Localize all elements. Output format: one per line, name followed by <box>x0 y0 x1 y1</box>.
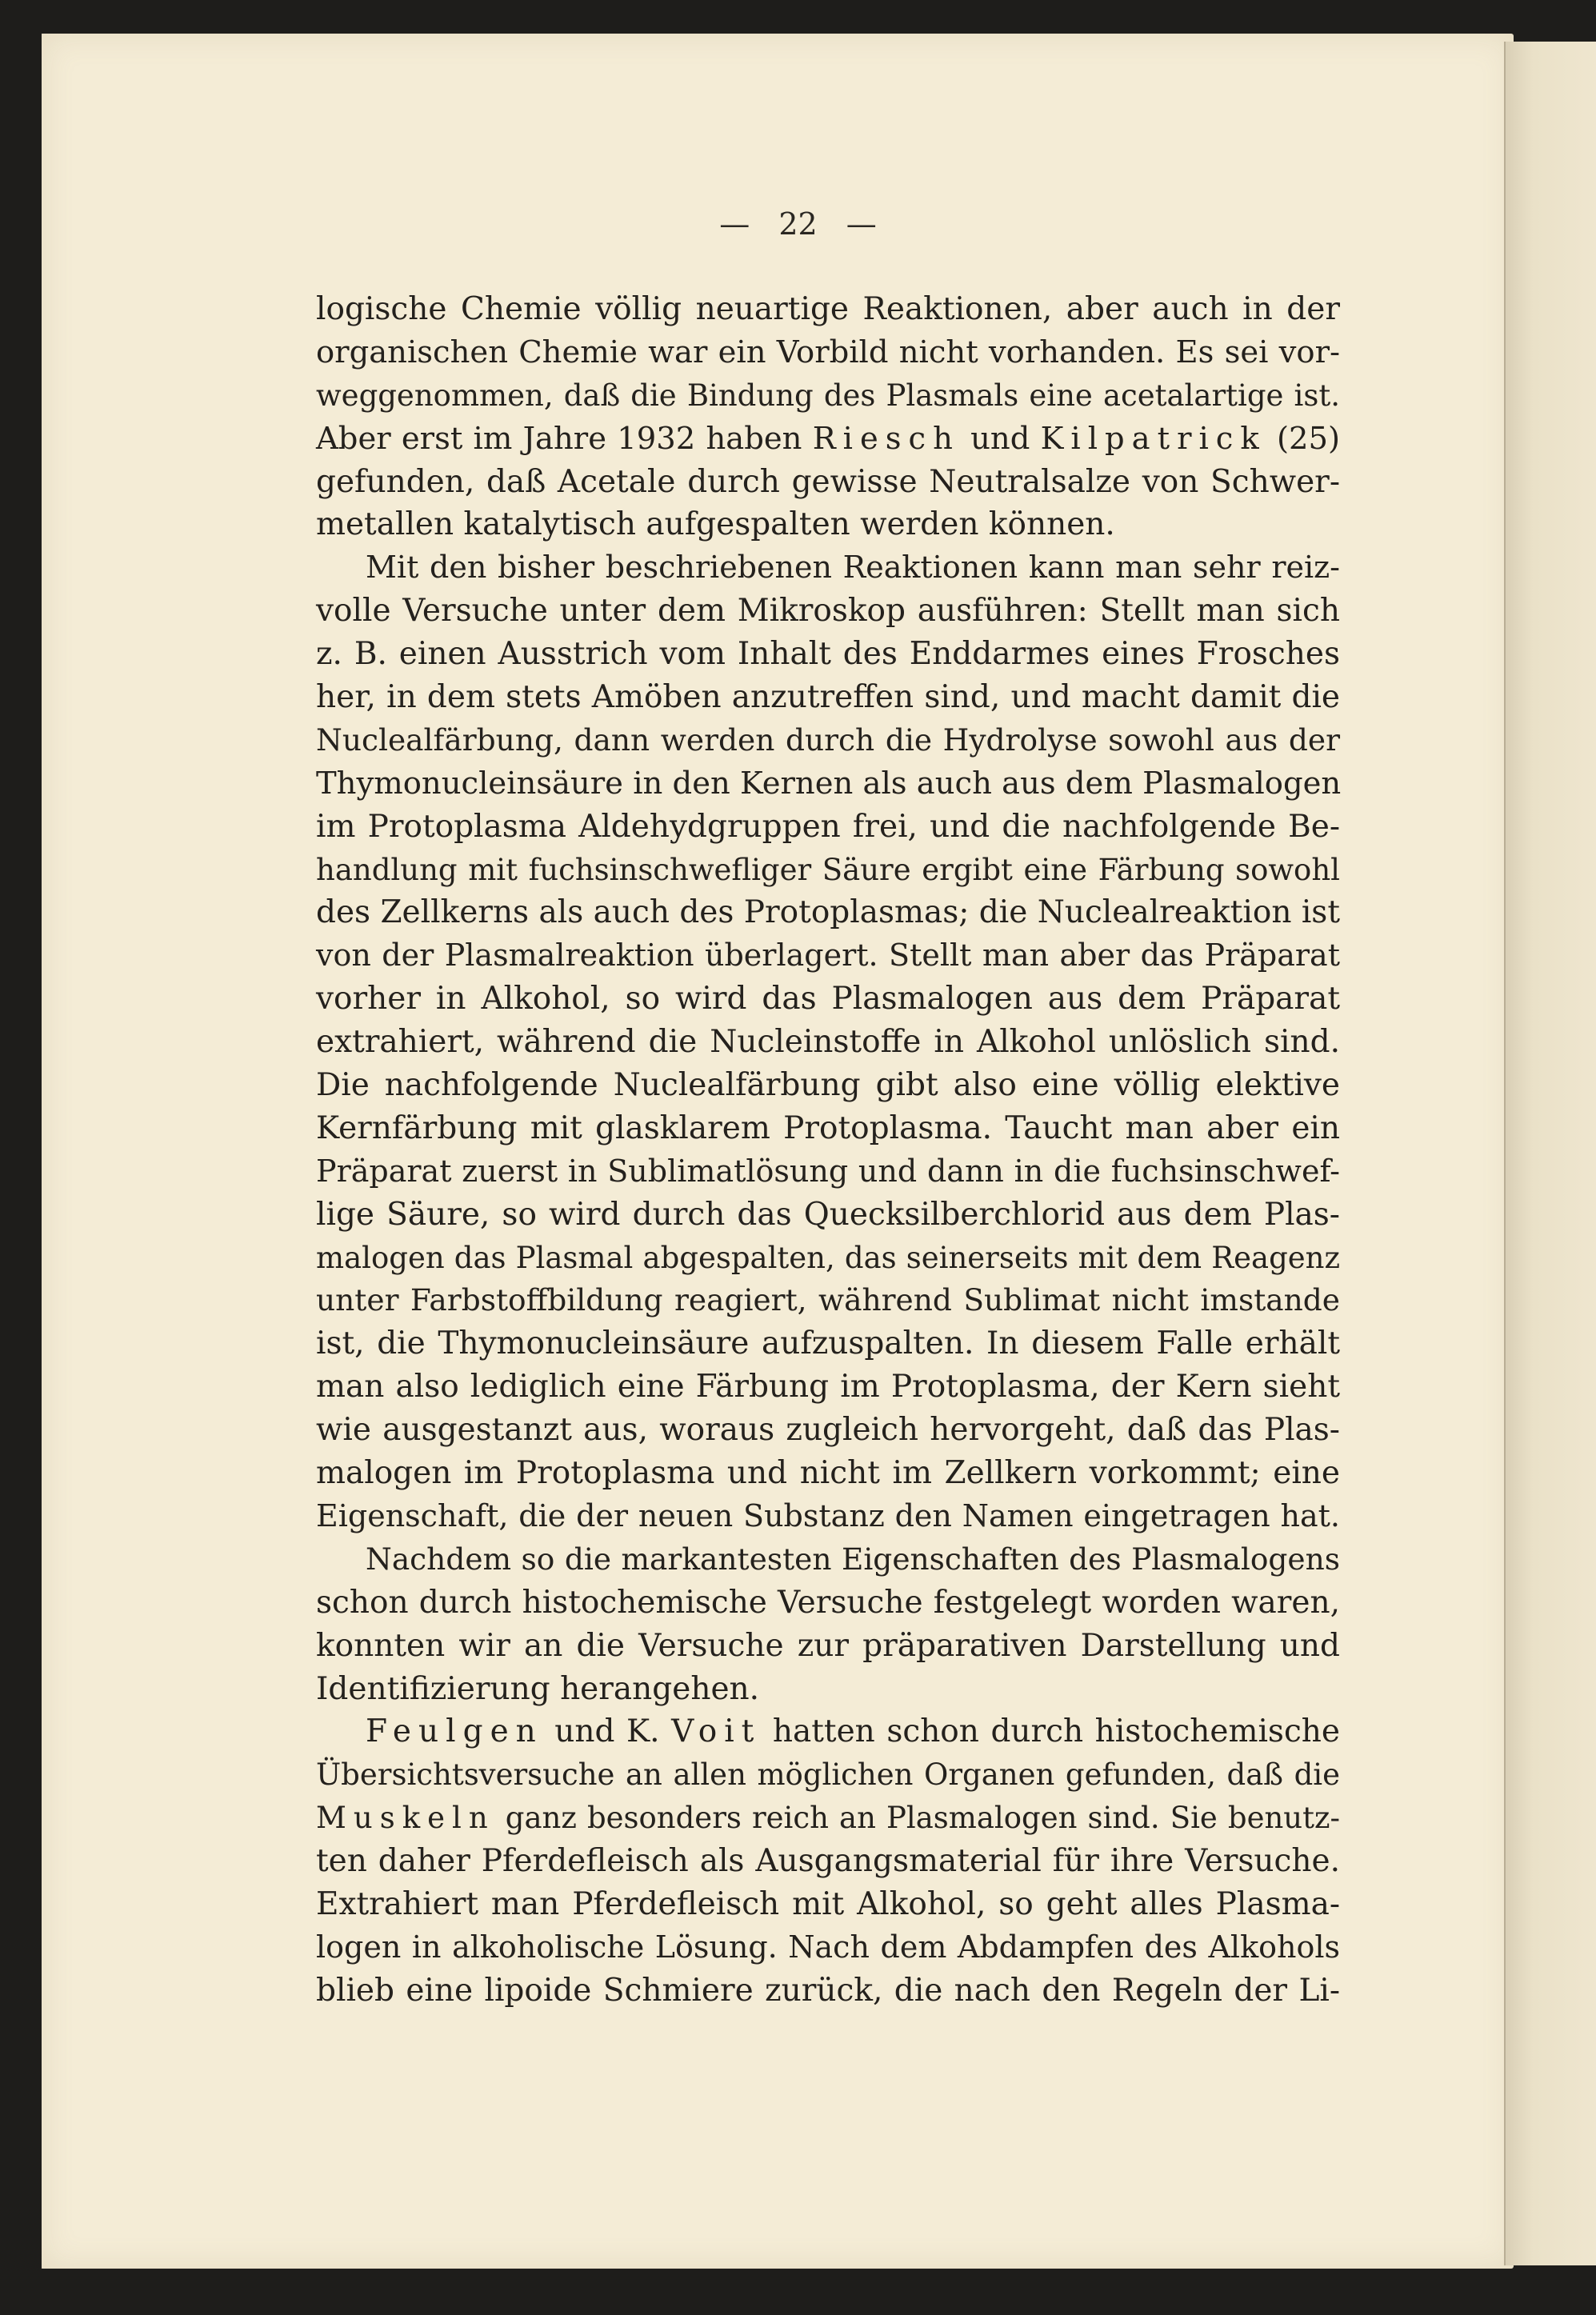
spaced-name: Riesch <box>812 420 960 457</box>
text-line <box>316 719 1340 762</box>
text-line <box>316 1926 1340 1969</box>
text-segment: extrahiert, während die Nucleinstoffe in Alkohol unlöslich sind. <box>316 1024 1340 1061</box>
text-segment: her, in dem stets Amöben anzutreffen sind, und macht damit die <box>316 679 1340 716</box>
text-segment: organischen Chemie war ein Vorbild nicht vorhanden. Es sei vor- <box>316 334 1340 370</box>
text-segment: Extrahiert man Pferdefleisch mit Alkohol, so geht alles Plasma- <box>316 1885 1340 1922</box>
text-line <box>316 1495 1340 1538</box>
text-line <box>316 891 1340 934</box>
text-line <box>316 590 1340 633</box>
text-line <box>316 1969 1340 2013</box>
text-segment: lige Säure, so wird durch das Quecksilberchlorid aus dem Plas- <box>316 1196 1340 1233</box>
text-line <box>316 288 1340 331</box>
text-segment: volle Versuche unter dem Mikroskop ausführen: Stellt man sich <box>316 593 1340 630</box>
text-segment: Kernfärbung mit glasklarem Protoplasma. Taucht man aber ein <box>316 1110 1340 1146</box>
text-segment: und <box>959 420 1041 457</box>
text-line <box>316 1237 1340 1280</box>
text-segment: von der Plasmalreaktion überlagert. Stellt man aber das Präparat <box>316 938 1340 974</box>
text-line <box>316 418 1340 461</box>
text-segment: wie ausgestanzt aus, woraus zugleich hervorgeht, daß das Plas- <box>316 1412 1340 1449</box>
text-line <box>316 1193 1340 1237</box>
text-line <box>316 1840 1340 1883</box>
text-line <box>316 849 1340 892</box>
text-segment: Identifizierung herangehen. <box>316 1670 760 1707</box>
text-line <box>316 1883 1340 1926</box>
text-line <box>316 633 1340 676</box>
spaced-name: Feulgen <box>366 1713 543 1750</box>
text-line <box>316 1064 1340 1107</box>
text-segment: logische Chemie völlig neuartige Reaktionen, aber auch in der <box>316 291 1340 327</box>
text-segment: hatten schon durch histochemische <box>761 1713 1340 1750</box>
text-line <box>316 1150 1340 1193</box>
text-segment: z. B. einen Ausstrich vom Inhalt des Enddarmes eines Frosches <box>316 636 1340 673</box>
text-line <box>316 934 1340 978</box>
text-segment: Die nachfolgende Nuclealfärbung gibt also eine völlig elektive <box>316 1067 1340 1104</box>
spaced-name: Kilpatrick <box>1040 420 1266 457</box>
body-text <box>316 288 1340 2013</box>
text-segment: Übersichtsversuche an allen möglichen Organen gefunden, daß die <box>316 1757 1340 1793</box>
page-number: — 22 — <box>719 206 877 242</box>
text-line <box>316 546 1340 590</box>
text-segment: schon durch histochemische Versuche festgelegt worden waren, <box>316 1584 1340 1621</box>
text-segment: Nuclealfärbung, dann werden durch die Hydrolyse sowohl aus der <box>316 722 1340 758</box>
text-segment: (25) <box>1266 420 1340 457</box>
text-segment: und K. <box>542 1713 672 1750</box>
text-line <box>316 331 1340 374</box>
text-segment: des Zellkerns als auch des Protoplasmas; die Nuclealreaktion ist <box>316 894 1340 931</box>
text-segment: malogen im Protoplasma und nicht im Zellkern vorkommt; eine <box>316 1455 1340 1492</box>
text-line <box>316 978 1340 1021</box>
text-segment: ten daher Pferdefleisch als Ausgangsmaterial für ihre Versuche. <box>316 1843 1340 1880</box>
text-segment: logen in alkoholische Lösung. Nach dem Abdampfen des Alkohols <box>316 1929 1340 1965</box>
text-line <box>316 762 1340 806</box>
text-segment: Eigenschaft, die der neuen Substanz den Namen eingetragen hat. <box>316 1497 1340 1533</box>
text-segment: gefunden, daß Acetale durch gewisse Neutralsalze von Schwer- <box>316 463 1340 500</box>
text-line <box>316 1538 1340 1581</box>
text-line <box>316 1668 1340 1711</box>
text-segment: im Protoplasma Aldehydgruppen frei, und die nachfolgende Be- <box>316 808 1340 845</box>
text-segment: ganz besonders reich an Plasmalogen sind. Sie benutz- <box>494 1801 1340 1836</box>
text-segment: Thymonucleinsäure in den Kernen als auch aus dem Plasmalogen <box>316 765 1342 802</box>
text-segment: vorher in Alkohol, so wird das Plasmalogen aus dem Präparat <box>316 981 1340 1018</box>
text-line <box>316 1322 1340 1365</box>
text-segment: Mit den bisher beschriebenen Reaktionen kann man sehr reiz- <box>366 550 1340 586</box>
text-segment: blieb eine lipoide Schmiere zurück, die nach den Regeln der Li- <box>316 1972 1340 2009</box>
adjacent-page-edge <box>1504 42 1596 2265</box>
text-segment: malogen das Plasmal abgespalten, das seinerseits mit dem Reagenz <box>316 1240 1340 1275</box>
text-line <box>316 1409 1340 1452</box>
text-segment: ist, die Thymonucleinsäure aufzuspalten. In diesem Falle erhält <box>316 1325 1340 1362</box>
text-segment: unter Farbstoffbildung reagiert, während Sublimat nicht imstande <box>316 1282 1340 1318</box>
text-line <box>316 503 1340 546</box>
text-line <box>316 1021 1340 1064</box>
text-line <box>316 1279 1340 1322</box>
text-segment: weggenommen, daß die Bindung des Plasmals eine acetalartige ist. <box>316 378 1340 413</box>
text-line <box>316 1581 1340 1625</box>
text-line <box>316 1365 1340 1409</box>
text-line <box>316 1625 1340 1668</box>
text-line <box>316 1753 1340 1797</box>
text-segment: man also lediglich eine Färbung im Protoplasma, der Kern sieht <box>316 1369 1340 1405</box>
spaced-name: Muskeln <box>316 1801 495 1836</box>
text-segment: Nachdem so die markantesten Eigenschaften des Plasmalogens <box>366 1541 1340 1577</box>
text-segment: Präparat zuerst in Sublimatlösung und dann in die fuchsinschwef- <box>316 1153 1340 1189</box>
text-line <box>316 1107 1340 1150</box>
text-segment: metallen katalytisch aufgespalten werden können. <box>316 506 1115 543</box>
text-line <box>316 1710 1340 1753</box>
text-line <box>316 1452 1340 1495</box>
text-line <box>316 461 1340 504</box>
spaced-name: Voit <box>671 1713 762 1750</box>
text-line <box>316 1797 1340 1840</box>
text-segment: konnten wir an die Versuche zur präparativen Darstellung und <box>316 1627 1340 1664</box>
text-line <box>316 676 1340 719</box>
text-segment: Aber erst im Jahre 1932 haben <box>316 420 813 457</box>
text-line <box>316 806 1340 849</box>
text-line <box>316 374 1340 418</box>
text-segment: handlung mit fuchsinschwefliger Säure ergibt eine Färbung sowohl <box>316 852 1340 887</box>
